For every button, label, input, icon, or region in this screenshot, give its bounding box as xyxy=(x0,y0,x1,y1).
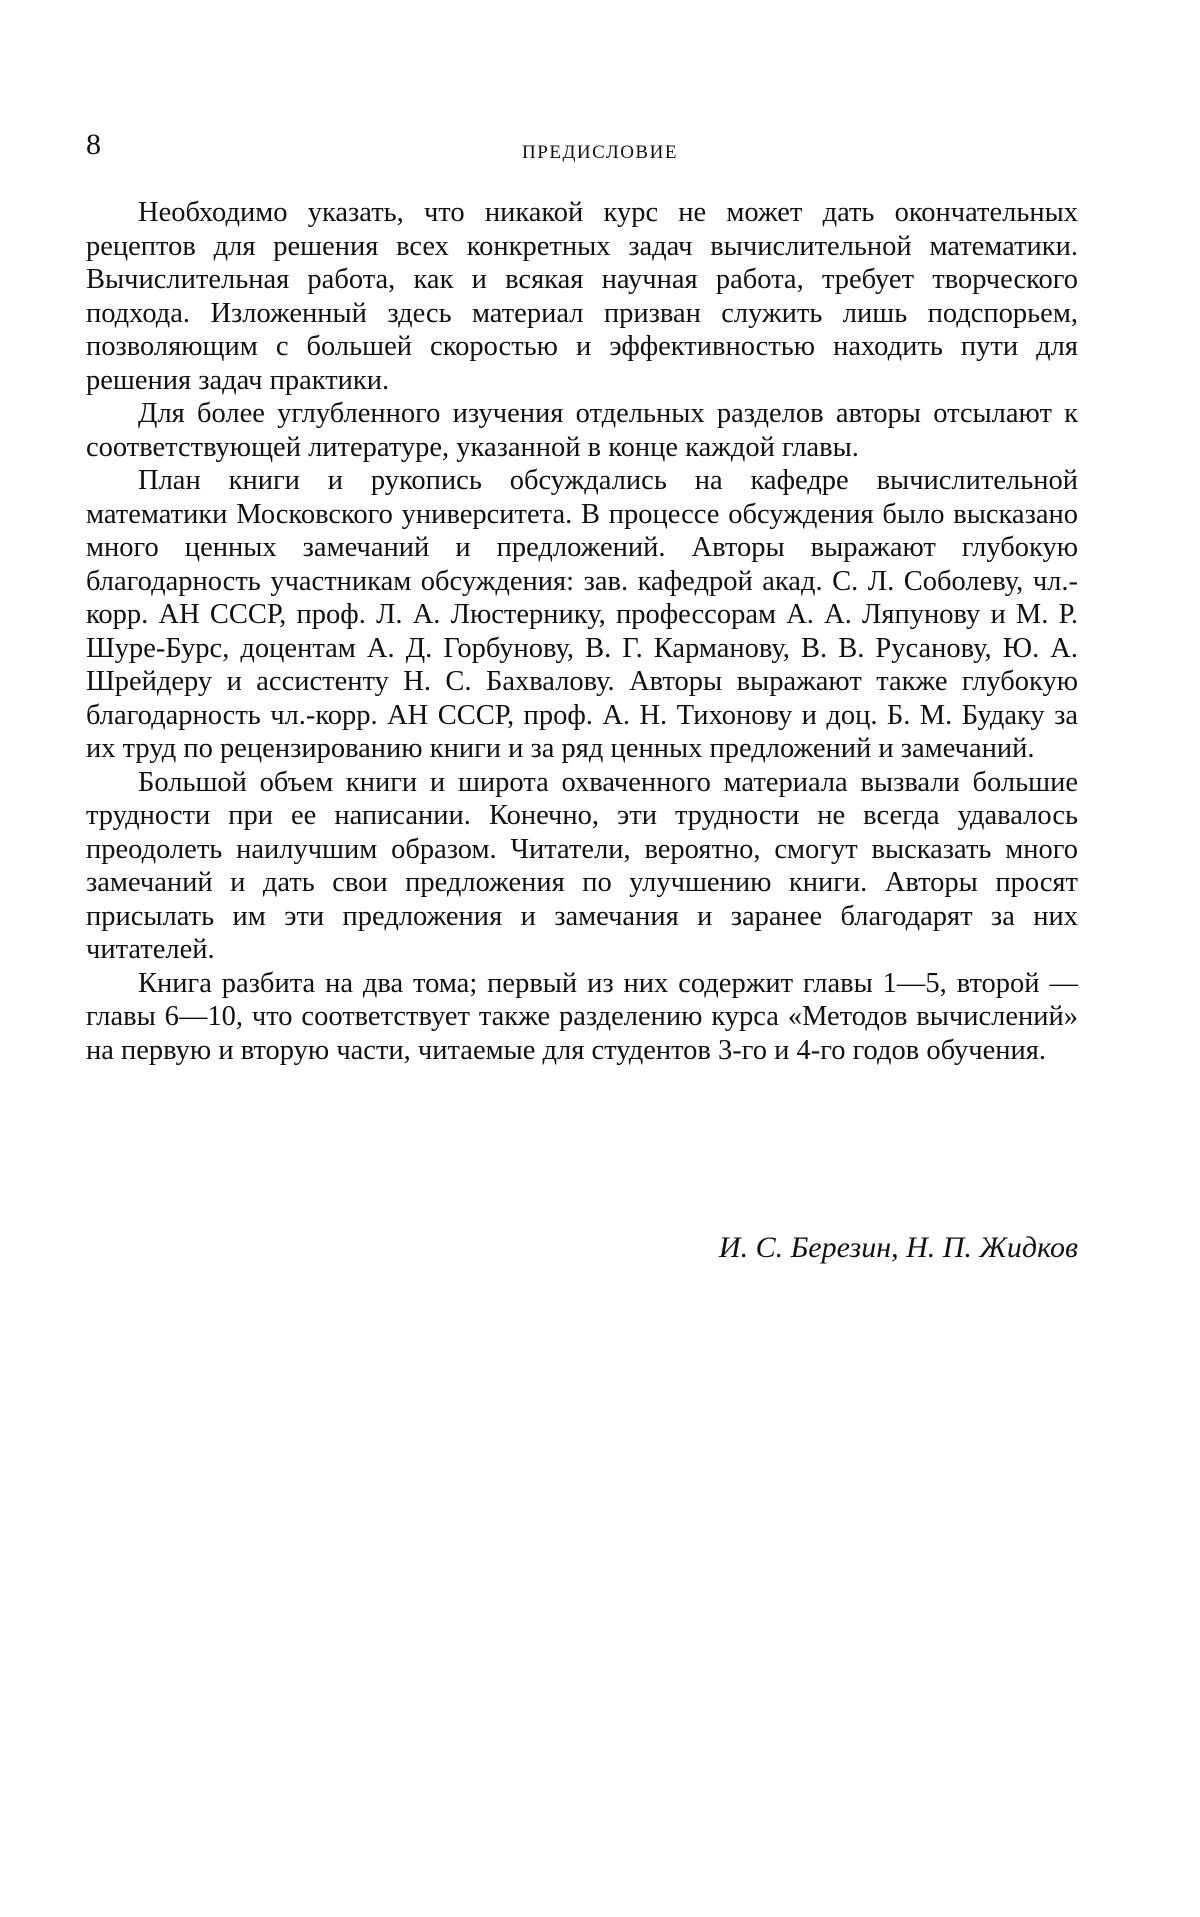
paragraph-1: Необходимо указать, что никакой курс не может дать оконча­тельных рецептов для решения всех конкретных задач вычислитель­ной математики. Вычислительная работа, как и всякая научная работа, требует творческого подхода. Изложенный здесь материал призван служить лишь подспорьем, позволяющим с большей ско­ростью и эффективностью находить пути для решения задач практики. xyxy=(86,196,1078,397)
running-head: ПРЕДИСЛОВИЕ xyxy=(0,141,1200,165)
paragraph-5: Книга разбита на два тома; первый из них содержит главы 1—5, второй — главы 6—10, что соответствует также разделению курса «Методов вычислений» на первую и вторую части, читаемые для студентов 3-го и 4-го годов обучения. xyxy=(86,967,1078,1068)
body-text xyxy=(86,196,1078,1067)
authors-signature: И. С. Березин, Н. П. Жидков xyxy=(719,1230,1078,1266)
paragraph-2: Для более углубленного изучения отдельных разделов авторы отсылают к соответствующей литературе, указанной в конце каж­дой главы. xyxy=(86,397,1078,464)
paragraph-3: План книги и рукопись обсуждались на кафедре вычислительной математики Московского университета. В процессе обсуждения было высказано много ценных замечаний и предложений. Авторы выражают глубокую благодарность участникам обсуждения: зав. кафедрой акад. С. Л. Соболеву, чл.-корр. АН СССР, проф. Л. А. Люстернику, профессорам А. А. Ляпунову и М. Р. Шуре-Бурс, доцентам А. Д. Горбунову, В. Г. Карманову, В. В. Русанову, Ю. А. Шрей­деру и ассистенту Н. С. Бахвалову. Авторы выражают также глубокую благодарность чл.-корр. АН СССР, проф. А. Н. Тихонову и доц. Б. М. Будаку за их труд по рецензированию книги и за ряд ценных предложений и замечаний. xyxy=(86,464,1078,766)
paragraph-4: Большой объем книги и широта охваченного материала вызвали большие трудности при ее написании. Конечно, эти трудности не всегда удавалось преодолеть наилучшим образом. Читатели, вероятно, смогут высказать много замечаний и дать свои предложения по улучшению книги. Авторы просят присылать им эти предложения и замечания и заранее благодарят за них читателей. xyxy=(86,766,1078,967)
book-page xyxy=(0,0,1200,1917)
page-number: 8 xyxy=(86,128,101,162)
